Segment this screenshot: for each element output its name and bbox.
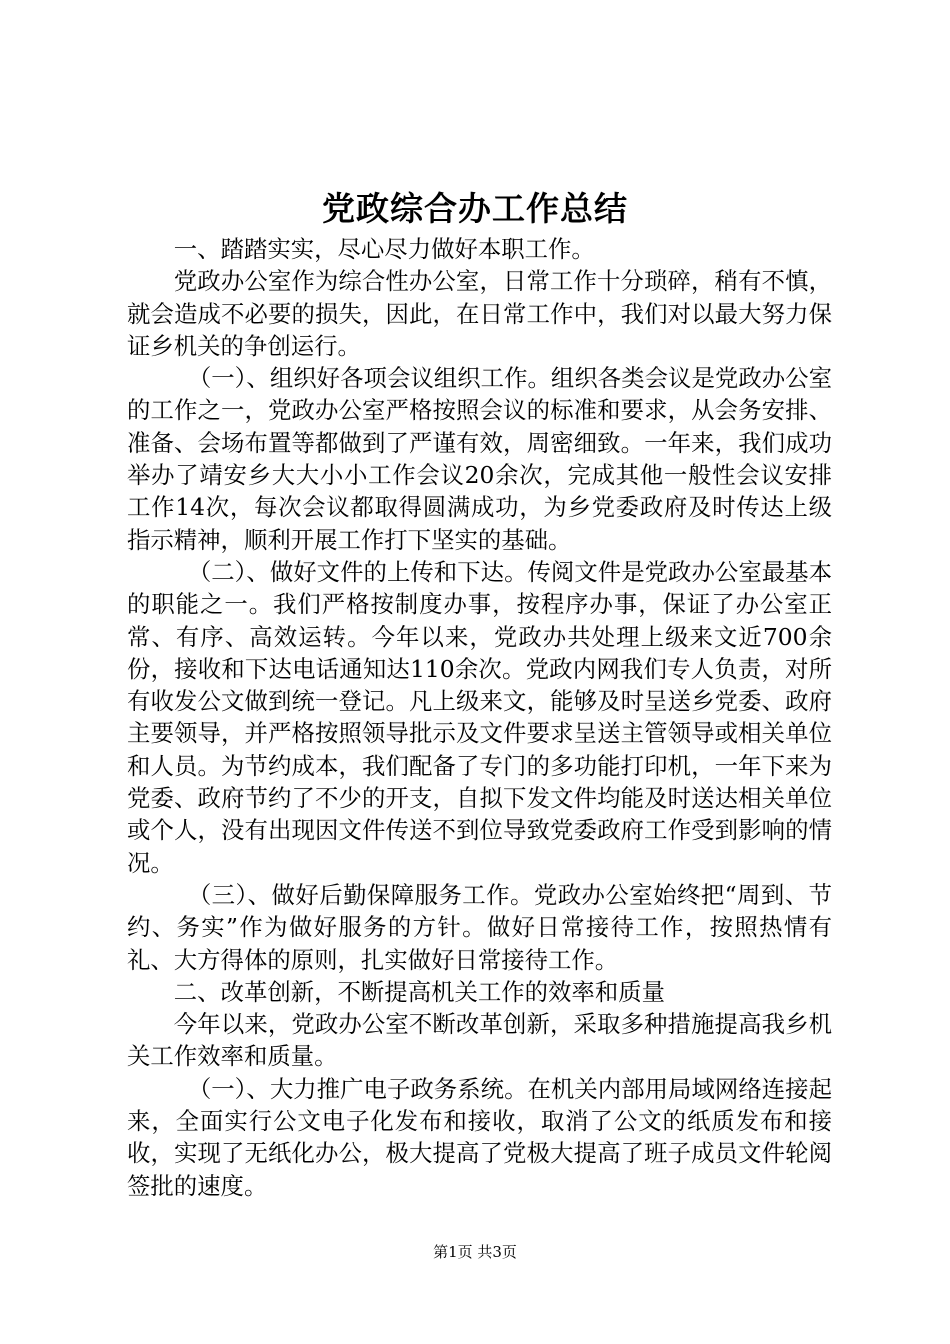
paragraph-logistics: （三）、做好后勤保障服务工作。党政办公室始终把“周到、节约、务实”作为做好服务的方针。做好日常接待工作，按照热情有礼、大方得体的原则，扎实做好日常接待工作。: [127, 880, 832, 974]
section-heading-1: 一、踏踏实实，尽心尽力做好本职工作。: [173, 235, 595, 263]
paragraph-meetings: （一）、组织好各项会议组织工作。组织各类会议是党政办公室的工作之一，党政办公室严格按照会议的标准和要求，从会务安排、准备、会场布置等都做到了严谨有效，周密细致。一年来，我们成功举办了靖安乡大大小小工作会议20余次，完成其他一般性会议安排工作14次，每次会议都取得圆满成功，为乡党委政府及时传达上级指示精神，顺利开展工作打下坚实的基础。: [127, 364, 832, 554]
paragraph-reform-intro: 今年以来，党政办公室不断改革创新，采取多种措施提高我乡机关工作效率和质量。: [127, 1010, 832, 1071]
document-title: 党政综合办工作总结: [322, 189, 628, 228]
document-body: [127, 233, 832, 1202]
page-footer: 第1页 共3页: [433, 1243, 517, 1261]
paragraph-intro: 党政办公室作为综合性办公室，日常工作十分琐碎，稍有不慎，就会造成不必要的损失，因此，在日常工作中，我们对以最大努力保证乡机关的争创运行。: [127, 267, 832, 360]
paragraph-documents: （二）、做好文件的上传和下达。传阅文件是党政办公室最基本的职能之一。我们严格按制度办事，按程序办事，保证了办公室正常、有序、高效运转。今年以来，党政办共处理上级来文近700余份，接收和下达电话通知达110余次。党政内网我们专人负责，对所有收发公文做到统一登记。凡上级来文，能够及时呈送乡党委、政府主要领导，并严格按照领导批示及文件要求呈送主管领导或相关单位和人员。为节约成本，我们配备了专门的多功能打印机，一年下来为党委、政府节约了不少的开支，自拟下发文件均能及时送达相关单位或个人，没有出现因文件传送不到位导致党委政府工作受到影响的情况。: [127, 557, 832, 877]
paragraph-e-government: （一）、大力推广电子政务系统。在机关内部用局域网络连接起来，全面实行公文电子化发布和接收，取消了公文的纸质发布和接收，实现了无纸化办公，极大提高了党极大提高了班子成员文件轮阅签批的速度。: [127, 1074, 832, 1200]
section-heading-2: 二、改革创新，不断提高机关工作的效率和质量: [173, 977, 665, 1006]
